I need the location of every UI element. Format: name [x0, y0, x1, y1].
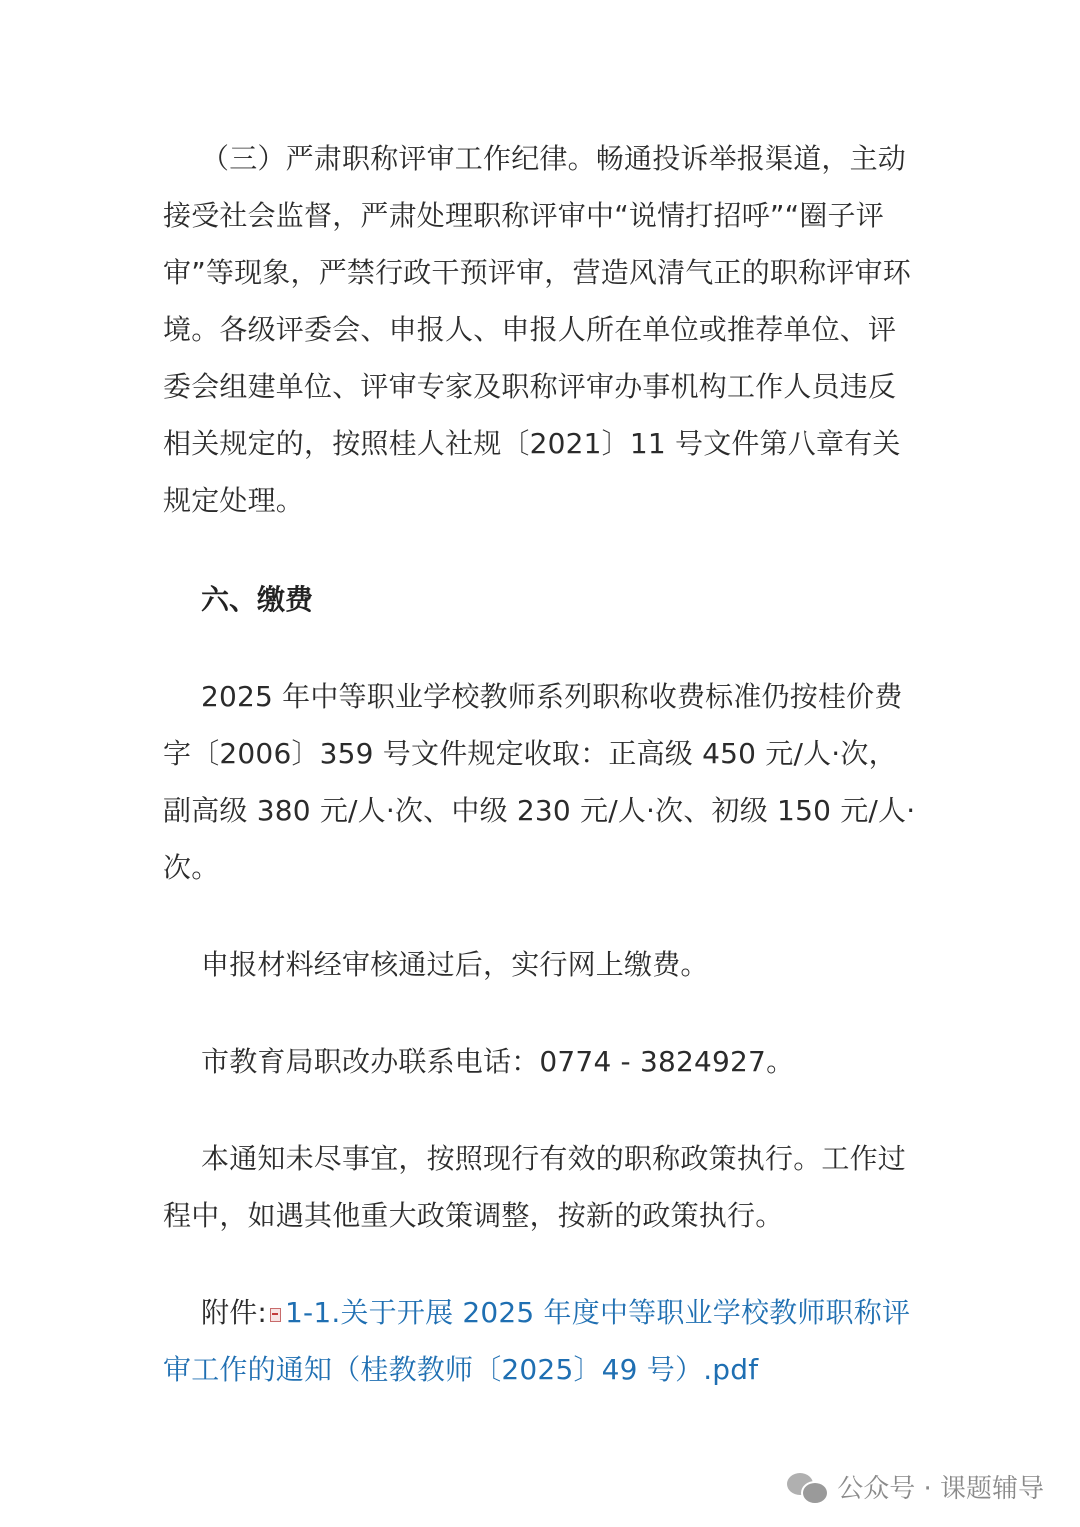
spacer	[163, 896, 923, 936]
watermark-text: 公众号 · 课题辅导	[837, 1474, 1044, 1504]
document-body	[163, 130, 923, 1398]
contact-phone-paragraph: 市教育局职改办联系电话：0774 - 3824927。	[201, 1045, 795, 1078]
wechat-watermark	[787, 1468, 1044, 1505]
online-payment-paragraph: 申报材料经审核通过后，实行网上缴费。	[201, 948, 709, 981]
wechat-icon	[787, 1471, 827, 1503]
attachment-link[interactable]: 1-1.关于开展 2025 年度中等职业学校教师职称评审工作的通知（桂教教师〔2025〕49 号）.pdf	[163, 1296, 911, 1386]
pdf-file-icon	[268, 1306, 282, 1324]
spacer	[163, 628, 923, 668]
section-heading-fees: 六、缴费	[201, 583, 314, 616]
fee-standard-paragraph: 2025 年中等职业学校教师系列职称收费标准仍按桂价费字〔2006〕359 号文件规定收取：正高级 450 元/人·次，副高级 380 元/人·次、中级 230 元/人·次、初级 150 元/人·次。	[163, 680, 916, 884]
attachment-label: 附件:	[201, 1296, 268, 1329]
spacer	[163, 1090, 923, 1130]
spacer	[163, 529, 923, 571]
section-three-paragraph: （三）严肃职称评审工作纪律。畅通投诉举报渠道，主动接受社会监督，严肃处理职称评审中“说情打招呼”“圈子评审”等现象，严禁行政干预评审，营造风清气正的职称评审环境。各级评委会、申报人、申报人所在单位或推荐单位、评委会组建单位、评审专家及职称评审办事机构工作人员违反相关规定的，按照桂人社规〔2021〕11 号文件第八章有关规定处理。	[163, 142, 911, 517]
attachment-paragraph	[163, 1284, 923, 1398]
spacer	[163, 993, 923, 1033]
closing-note-paragraph: 本通知未尽事宜，按照现行有效的职称政策执行。工作过程中，如遇其他重大政策调整，按新的政策执行。	[163, 1142, 907, 1232]
spacer	[163, 1244, 923, 1284]
